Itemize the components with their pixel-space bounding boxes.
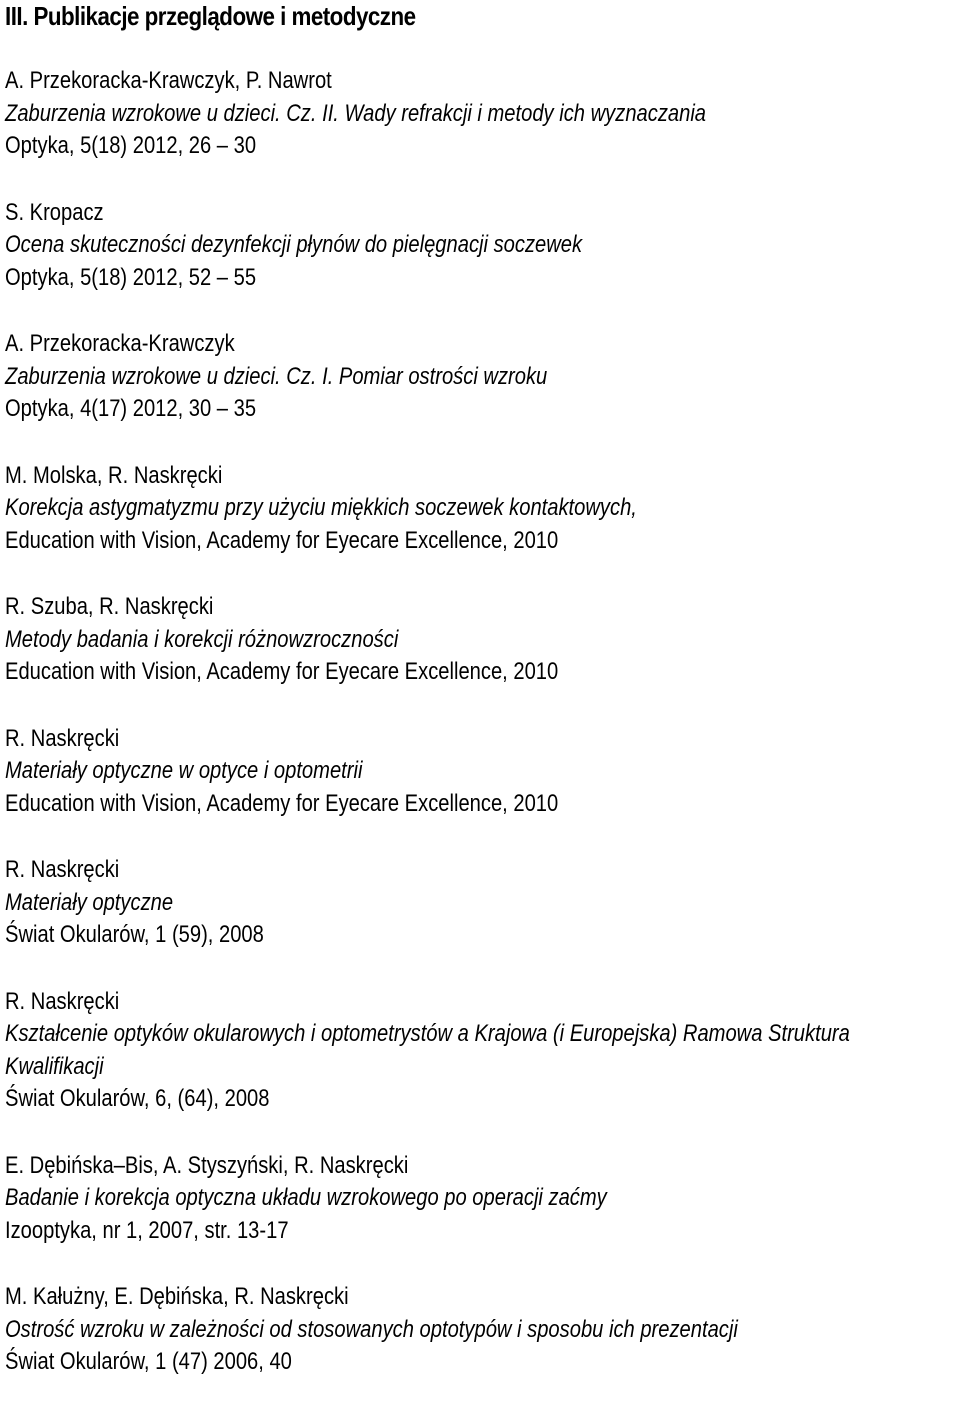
entry-authors: M. Molska, R. Naskręcki <box>5 461 223 489</box>
entry-authors: S. Kropacz <box>5 198 104 226</box>
publication-entry <box>5 1281 955 1379</box>
entry-authors: A. Przekoracka-Krawczyk <box>5 330 235 357</box>
entry-authors: M. Kałużny, E. Dębińska, R. Naskręcki <box>5 1283 349 1310</box>
document-page <box>5 0 955 1413</box>
entry-source: Education with Vision, Academy for Eyecare Excellence, 2010 <box>5 789 559 817</box>
entry-source: Optyka, 5(18) 2012, 26 – 30 <box>5 132 257 159</box>
entry-title-continued: Kwalifikacji <box>5 1052 104 1080</box>
publication-entry <box>5 986 955 1116</box>
publication-entry <box>5 591 955 689</box>
entry-title: Zaburzenia wzrokowe u dzieci. Cz. I. Pomiar ostrości wzroku <box>5 362 548 390</box>
entry-authors: R. Naskręcki <box>5 856 120 883</box>
entry-source: Education with Vision, Academy for Eyecare Excellence, 2010 <box>5 658 559 685</box>
entry-title: Zaburzenia wzrokowe u dzieci. Cz. II. Wady refrakcji i metody ich wyznaczania <box>5 99 707 127</box>
entry-source: Świat Okularów, 1 (47) 2006, 40 <box>5 1348 292 1375</box>
entry-title: Materiały optyczne <box>5 888 174 916</box>
entry-authors: A. Przekoracka-Krawczyk, P. Nawrot <box>5 67 332 94</box>
publication-entry <box>5 723 955 821</box>
publication-entry <box>5 197 955 295</box>
publication-entry <box>5 328 955 426</box>
entry-source: Optyka, 4(17) 2012, 30 – 35 <box>5 395 257 422</box>
publication-entry <box>5 1150 955 1248</box>
entry-source: Izooptyka, nr 1, 2007, str. 13-17 <box>5 1216 289 1244</box>
entry-title: Metody badania i korekcji różnowzroczności <box>5 625 399 653</box>
entry-title: Kształcenie optyków okularowych i optometrystów a Krajowa (i Europejska) Ramowa Struktura <box>5 1020 850 1047</box>
entry-title: Badanie i korekcja optyczna układu wzrokowego po operacji zaćmy <box>5 1184 607 1211</box>
entry-authors: R. Szuba, R. Naskręcki <box>5 593 214 620</box>
publication-list <box>5 65 955 1379</box>
entry-authors: R. Naskręcki <box>5 987 120 1015</box>
entry-source: Świat Okularów, 6, (64), 2008 <box>5 1085 270 1112</box>
entry-source: Świat Okularów, 1 (59), 2008 <box>5 921 264 948</box>
entry-source: Optyka, 5(18) 2012, 52 – 55 <box>5 263 257 291</box>
entry-authors: E. Dębińska–Bis, A. Styszyński, R. Naskręcki <box>5 1151 409 1179</box>
entry-title: Materiały optyczne w optyce i optometrii <box>5 757 363 784</box>
entry-title: Ostrość wzroku w zależności od stosowanych optotypów i sposobu ich prezentacji <box>5 1315 738 1343</box>
publication-entry <box>5 460 955 558</box>
section-heading: III. Publikacje przeglądowe i metodyczne <box>5 1 416 31</box>
entry-title: Ocena skuteczności dezynfekcji płynów do pielęgnacji soczewek <box>5 231 583 258</box>
publication-entry <box>5 854 955 952</box>
entry-source: Education with Vision, Academy for Eyecare Excellence, 2010 <box>5 526 559 554</box>
entry-title: Korekcja astygmatyzmu przy użyciu miękkich soczewek kontaktowych, <box>5 494 637 521</box>
publication-entry <box>5 65 955 163</box>
entry-authors: R. Naskręcki <box>5 724 120 752</box>
